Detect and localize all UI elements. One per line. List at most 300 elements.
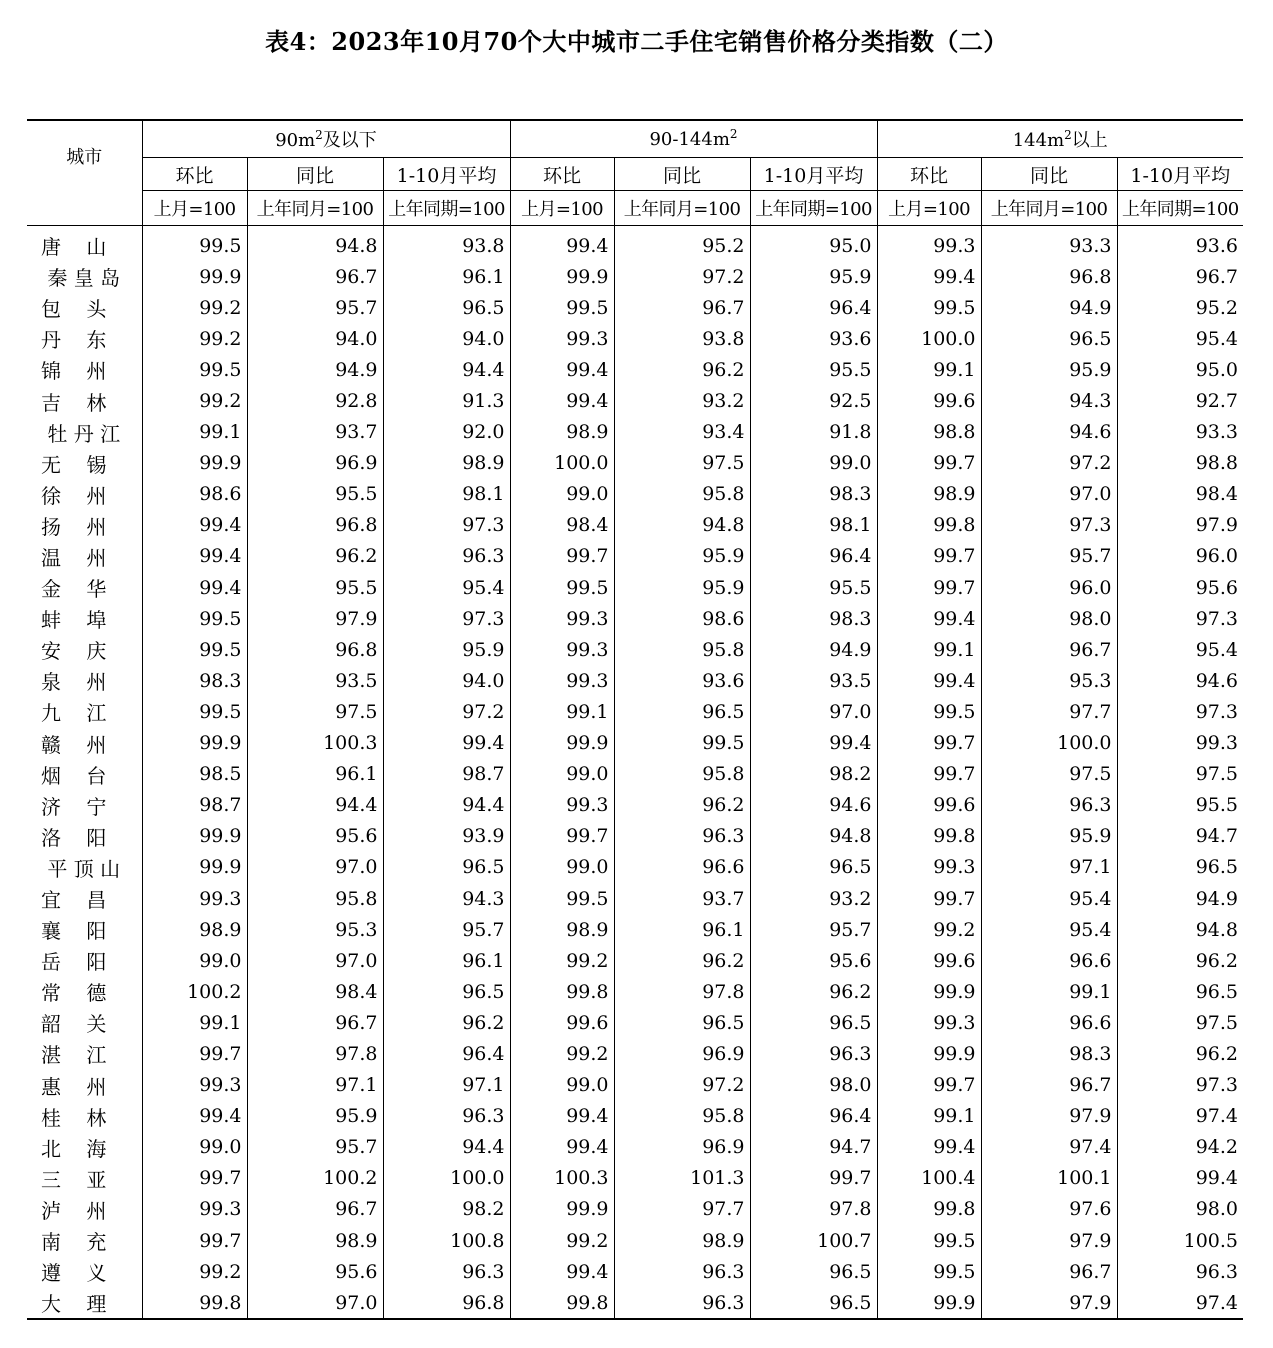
index-value: 99.4 bbox=[1117, 1163, 1243, 1194]
index-value: 94.7 bbox=[1117, 821, 1243, 852]
index-value: 96.1 bbox=[247, 759, 383, 790]
index-value: 98.8 bbox=[877, 417, 981, 448]
index-value: 99.6 bbox=[877, 945, 981, 976]
index-value: 96.9 bbox=[247, 448, 383, 479]
index-value: 96.7 bbox=[247, 261, 383, 292]
index-value: 96.0 bbox=[1117, 541, 1243, 572]
index-value: 95.5 bbox=[750, 354, 877, 385]
index-value: 93.6 bbox=[750, 323, 877, 354]
index-value: 99.1 bbox=[981, 976, 1117, 1007]
index-value: 96.4 bbox=[750, 1101, 877, 1132]
index-value: 98.4 bbox=[247, 976, 383, 1007]
index-value: 99.9 bbox=[142, 728, 247, 759]
index-value: 99.4 bbox=[510, 1256, 614, 1287]
subheader-avg: 1-10月平均 bbox=[750, 158, 877, 191]
index-value: 99.1 bbox=[510, 696, 614, 727]
index-value: 96.3 bbox=[614, 821, 750, 852]
index-value: 93.2 bbox=[614, 385, 750, 416]
index-value: 97.3 bbox=[1117, 696, 1243, 727]
index-value: 99.7 bbox=[750, 1163, 877, 1194]
index-value: 99.9 bbox=[142, 852, 247, 883]
index-value: 99.4 bbox=[510, 354, 614, 385]
index-value: 98.3 bbox=[750, 479, 877, 510]
index-value: 93.3 bbox=[1117, 417, 1243, 448]
index-value: 95.6 bbox=[750, 945, 877, 976]
table-row bbox=[27, 1070, 1243, 1101]
table-row bbox=[27, 821, 1243, 852]
table-row bbox=[27, 976, 1243, 1007]
index-value: 99.2 bbox=[877, 914, 981, 945]
table-row bbox=[27, 696, 1243, 727]
index-value: 98.4 bbox=[1117, 479, 1243, 510]
index-value: 95.8 bbox=[614, 759, 750, 790]
index-value: 99.7 bbox=[142, 1038, 247, 1069]
table-row bbox=[27, 385, 1243, 416]
index-value: 96.5 bbox=[750, 852, 877, 883]
index-value: 97.2 bbox=[383, 696, 510, 727]
index-value: 99.4 bbox=[510, 1101, 614, 1132]
index-value: 99.1 bbox=[877, 354, 981, 385]
base-prev-year-month: 上年同月=100 bbox=[247, 191, 383, 226]
index-value: 96.7 bbox=[247, 1194, 383, 1225]
group-header-small: $90m^2$及以下 bbox=[142, 120, 510, 158]
table-row bbox=[27, 1194, 1243, 1225]
index-value: 99.7 bbox=[877, 1070, 981, 1101]
table-row bbox=[27, 572, 1243, 603]
index-value: 97.9 bbox=[981, 1225, 1117, 1256]
table-row bbox=[27, 417, 1243, 448]
city-name: 三 亚 bbox=[41, 1167, 107, 1192]
index-value: 94.0 bbox=[383, 323, 510, 354]
index-value: 99.7 bbox=[877, 448, 981, 479]
index-value: 96.5 bbox=[981, 323, 1117, 354]
index-value: 100.0 bbox=[877, 323, 981, 354]
city-name: 牡 丹 江 bbox=[41, 421, 121, 446]
base-prev-month: 上月=100 bbox=[510, 191, 614, 226]
city-name: 赣 州 bbox=[41, 732, 107, 757]
index-value: 91.3 bbox=[383, 385, 510, 416]
index-value: 93.8 bbox=[383, 226, 510, 262]
index-value: 97.4 bbox=[1117, 1101, 1243, 1132]
index-value: 93.5 bbox=[750, 665, 877, 696]
index-value: 99.5 bbox=[142, 634, 247, 665]
city-name: 扬 州 bbox=[41, 514, 107, 539]
index-value: 97.1 bbox=[981, 852, 1117, 883]
index-value: 96.6 bbox=[614, 852, 750, 883]
index-value: 98.6 bbox=[142, 479, 247, 510]
index-value: 99.8 bbox=[877, 821, 981, 852]
index-value: 97.6 bbox=[981, 1194, 1117, 1225]
index-value: 100.8 bbox=[383, 1225, 510, 1256]
city-name: 泉 州 bbox=[41, 670, 107, 695]
index-value: 99.9 bbox=[877, 1287, 981, 1319]
index-value: 97.9 bbox=[247, 603, 383, 634]
index-value: 97.1 bbox=[247, 1070, 383, 1101]
base-prev-month: 上月=100 bbox=[142, 191, 247, 226]
index-value: 92.7 bbox=[1117, 385, 1243, 416]
index-value: 98.1 bbox=[383, 479, 510, 510]
table-row bbox=[27, 728, 1243, 759]
index-value: 99.5 bbox=[877, 1225, 981, 1256]
index-value: 98.6 bbox=[614, 603, 750, 634]
index-value: 101.3 bbox=[614, 1163, 750, 1194]
city-name: 安 庆 bbox=[41, 639, 107, 664]
index-value: 99.8 bbox=[142, 1287, 247, 1319]
index-value: 96.4 bbox=[383, 1038, 510, 1069]
index-value: 98.0 bbox=[750, 1070, 877, 1101]
table-row bbox=[27, 261, 1243, 292]
index-value: 98.7 bbox=[142, 790, 247, 821]
subheader-avg: 1-10月平均 bbox=[383, 158, 510, 191]
index-value: 99.3 bbox=[510, 603, 614, 634]
index-value: 99.3 bbox=[142, 883, 247, 914]
city-name: 桂 林 bbox=[41, 1105, 107, 1130]
table-row bbox=[27, 1163, 1243, 1194]
city-name: 烟 台 bbox=[41, 763, 107, 788]
index-value: 97.2 bbox=[614, 261, 750, 292]
index-value: 96.1 bbox=[614, 914, 750, 945]
index-value: 96.7 bbox=[247, 1007, 383, 1038]
index-value: 95.7 bbox=[750, 914, 877, 945]
index-value: 96.7 bbox=[981, 634, 1117, 665]
index-value: 99.4 bbox=[142, 572, 247, 603]
city-name: 锦 州 bbox=[41, 359, 107, 384]
index-value: 97.0 bbox=[247, 1287, 383, 1319]
table-title: 表4：2023年10月70个大中城市二手住宅销售价格分类指数（二） bbox=[265, 27, 1008, 56]
index-value: 92.5 bbox=[750, 385, 877, 416]
index-value: 95.7 bbox=[247, 1132, 383, 1163]
index-value: 100.7 bbox=[750, 1225, 877, 1256]
index-value: 98.9 bbox=[510, 417, 614, 448]
index-value: 99.5 bbox=[877, 696, 981, 727]
index-value: 99.0 bbox=[142, 1132, 247, 1163]
index-value: 99.4 bbox=[510, 226, 614, 262]
index-value: 98.9 bbox=[614, 1225, 750, 1256]
index-value: 94.4 bbox=[247, 790, 383, 821]
table-row bbox=[27, 354, 1243, 385]
index-value: 96.5 bbox=[383, 292, 510, 323]
index-value: 97.1 bbox=[383, 1070, 510, 1101]
index-value: 96.7 bbox=[614, 292, 750, 323]
index-value: 100.3 bbox=[247, 728, 383, 759]
index-value: 99.5 bbox=[614, 728, 750, 759]
city-name: 泸 州 bbox=[41, 1198, 107, 1223]
index-value: 95.4 bbox=[981, 883, 1117, 914]
city-name: 丹 东 bbox=[41, 328, 107, 353]
index-value: 96.7 bbox=[981, 1070, 1117, 1101]
subheader-avg: 1-10月平均 bbox=[1117, 158, 1243, 191]
index-value: 96.8 bbox=[247, 510, 383, 541]
index-value: 93.5 bbox=[247, 665, 383, 696]
index-value: 98.4 bbox=[510, 510, 614, 541]
index-value: 93.2 bbox=[750, 883, 877, 914]
index-value: 95.8 bbox=[614, 479, 750, 510]
index-value: 96.5 bbox=[750, 1256, 877, 1287]
index-value: 96.2 bbox=[383, 1007, 510, 1038]
index-value: 93.7 bbox=[614, 883, 750, 914]
index-value: 95.9 bbox=[614, 572, 750, 603]
index-value: 94.8 bbox=[1117, 914, 1243, 945]
index-value: 96.2 bbox=[750, 976, 877, 1007]
index-value: 96.2 bbox=[614, 790, 750, 821]
index-value: 99.2 bbox=[510, 945, 614, 976]
index-value: 97.0 bbox=[247, 945, 383, 976]
index-value: 95.5 bbox=[247, 479, 383, 510]
index-value: 94.4 bbox=[383, 1132, 510, 1163]
index-value: 99.3 bbox=[142, 1070, 247, 1101]
index-value: 93.9 bbox=[383, 821, 510, 852]
index-value: 97.5 bbox=[614, 448, 750, 479]
table-row bbox=[27, 914, 1243, 945]
index-value: 95.7 bbox=[981, 541, 1117, 572]
index-value: 96.3 bbox=[614, 1256, 750, 1287]
subheader-yoy: 同比 bbox=[247, 158, 383, 191]
table-row bbox=[27, 945, 1243, 976]
subheader-mom: 环比 bbox=[510, 158, 614, 191]
index-value: 93.7 bbox=[247, 417, 383, 448]
subheader-mom: 环比 bbox=[142, 158, 247, 191]
index-value: 99.1 bbox=[142, 417, 247, 448]
base-prev-year-month: 上年同月=100 bbox=[981, 191, 1117, 226]
index-value: 92.0 bbox=[383, 417, 510, 448]
index-value: 100.2 bbox=[247, 1163, 383, 1194]
index-value: 99.4 bbox=[877, 603, 981, 634]
index-value: 92.8 bbox=[247, 385, 383, 416]
table-row bbox=[27, 790, 1243, 821]
index-value: 94.4 bbox=[383, 354, 510, 385]
index-value: 100.3 bbox=[510, 1163, 614, 1194]
index-value: 99.5 bbox=[877, 292, 981, 323]
index-value: 97.4 bbox=[1117, 1287, 1243, 1319]
index-value: 97.3 bbox=[1117, 603, 1243, 634]
index-value: 96.6 bbox=[981, 1007, 1117, 1038]
city-name: 南 充 bbox=[41, 1230, 107, 1255]
index-value: 99.3 bbox=[510, 665, 614, 696]
table-row bbox=[27, 1225, 1243, 1256]
table-row bbox=[27, 759, 1243, 790]
base-prev-year-period: 上年同期=100 bbox=[383, 191, 510, 226]
index-value: 97.0 bbox=[247, 852, 383, 883]
index-value: 99.3 bbox=[510, 790, 614, 821]
city-name: 九 江 bbox=[41, 701, 107, 726]
index-value: 94.8 bbox=[750, 821, 877, 852]
index-value: 99.4 bbox=[510, 385, 614, 416]
index-value: 97.5 bbox=[247, 696, 383, 727]
index-value: 99.2 bbox=[510, 1038, 614, 1069]
table-row bbox=[27, 541, 1243, 572]
base-prev-year-period: 上年同期=100 bbox=[1117, 191, 1243, 226]
index-value: 99.9 bbox=[142, 448, 247, 479]
index-value: 96.5 bbox=[614, 696, 750, 727]
table-row bbox=[27, 634, 1243, 665]
table-header bbox=[27, 120, 1243, 226]
table-body bbox=[27, 226, 1243, 1320]
index-value: 99.4 bbox=[383, 728, 510, 759]
index-value: 96.5 bbox=[750, 1287, 877, 1319]
index-value: 95.9 bbox=[247, 1101, 383, 1132]
index-value: 96.0 bbox=[981, 572, 1117, 603]
index-value: 99.8 bbox=[877, 1194, 981, 1225]
index-value: 99.7 bbox=[510, 541, 614, 572]
index-value: 99.5 bbox=[142, 354, 247, 385]
index-value: 99.4 bbox=[877, 665, 981, 696]
index-value: 99.1 bbox=[877, 1101, 981, 1132]
index-value: 94.7 bbox=[750, 1132, 877, 1163]
table-row bbox=[27, 665, 1243, 696]
index-value: 99.5 bbox=[510, 572, 614, 603]
index-value: 99.0 bbox=[750, 448, 877, 479]
index-value: 99.2 bbox=[142, 385, 247, 416]
index-value: 96.3 bbox=[614, 1287, 750, 1319]
index-value: 96.6 bbox=[981, 945, 1117, 976]
index-value: 97.0 bbox=[981, 479, 1117, 510]
index-value: 99.3 bbox=[1117, 728, 1243, 759]
index-value: 95.2 bbox=[614, 226, 750, 262]
subheader-yoy: 同比 bbox=[614, 158, 750, 191]
index-value: 95.9 bbox=[614, 541, 750, 572]
base-prev-year-month: 上年同月=100 bbox=[614, 191, 750, 226]
index-value: 95.4 bbox=[1117, 634, 1243, 665]
city-name: 遵 义 bbox=[41, 1261, 107, 1286]
table-row bbox=[27, 1256, 1243, 1287]
index-value: 98.3 bbox=[750, 603, 877, 634]
index-value: 99.0 bbox=[510, 852, 614, 883]
index-value: 99.0 bbox=[142, 945, 247, 976]
index-value: 97.2 bbox=[981, 448, 1117, 479]
index-value: 99.8 bbox=[510, 1287, 614, 1319]
index-value: 93.6 bbox=[1117, 226, 1243, 262]
subheader-mom: 环比 bbox=[877, 158, 981, 191]
index-value: 99.7 bbox=[877, 572, 981, 603]
index-value: 97.3 bbox=[1117, 1070, 1243, 1101]
table-row bbox=[27, 1038, 1243, 1069]
index-value: 98.2 bbox=[383, 1194, 510, 1225]
city-name: 徐 州 bbox=[41, 483, 107, 508]
index-value: 98.9 bbox=[383, 448, 510, 479]
index-value: 95.6 bbox=[247, 821, 383, 852]
index-value: 99.7 bbox=[877, 728, 981, 759]
index-value: 94.8 bbox=[614, 510, 750, 541]
city-name: 襄 阳 bbox=[41, 919, 107, 944]
index-value: 95.6 bbox=[1117, 572, 1243, 603]
index-value: 99.3 bbox=[877, 1007, 981, 1038]
index-value: 95.9 bbox=[750, 261, 877, 292]
city-name: 金 华 bbox=[41, 577, 107, 602]
index-value: 95.4 bbox=[1117, 323, 1243, 354]
index-value: 96.7 bbox=[981, 1256, 1117, 1287]
base-prev-year-period: 上年同期=100 bbox=[750, 191, 877, 226]
index-value: 94.3 bbox=[981, 385, 1117, 416]
index-value: 97.7 bbox=[614, 1194, 750, 1225]
index-value: 99.6 bbox=[877, 790, 981, 821]
index-value: 99.6 bbox=[510, 1007, 614, 1038]
index-value: 96.2 bbox=[1117, 1038, 1243, 1069]
index-value: 93.4 bbox=[614, 417, 750, 448]
index-value: 99.3 bbox=[877, 226, 981, 262]
base-prev-month: 上月=100 bbox=[877, 191, 981, 226]
index-value: 99.6 bbox=[877, 385, 981, 416]
index-value: 96.5 bbox=[383, 976, 510, 1007]
index-value: 99.3 bbox=[877, 852, 981, 883]
index-value: 96.3 bbox=[1117, 1256, 1243, 1287]
index-value: 97.8 bbox=[750, 1194, 877, 1225]
city-name: 惠 州 bbox=[41, 1074, 107, 1099]
index-value: 95.5 bbox=[1117, 790, 1243, 821]
index-value: 97.2 bbox=[614, 1070, 750, 1101]
index-value: 99.0 bbox=[510, 759, 614, 790]
index-value: 99.0 bbox=[510, 479, 614, 510]
city-name: 秦 皇 岛 bbox=[41, 266, 121, 291]
index-value: 95.7 bbox=[383, 914, 510, 945]
index-value: 99.3 bbox=[510, 323, 614, 354]
table-row bbox=[27, 1007, 1243, 1038]
index-value: 95.0 bbox=[750, 226, 877, 262]
index-value: 95.4 bbox=[981, 914, 1117, 945]
index-value: 99.2 bbox=[142, 292, 247, 323]
city-name: 大 理 bbox=[27, 1287, 142, 1319]
index-value: 94.9 bbox=[750, 634, 877, 665]
index-value: 99.7 bbox=[510, 821, 614, 852]
index-value: 99.4 bbox=[142, 510, 247, 541]
index-value: 99.4 bbox=[750, 728, 877, 759]
index-value: 96.3 bbox=[981, 790, 1117, 821]
index-value: 99.0 bbox=[510, 1070, 614, 1101]
index-value: 99.1 bbox=[877, 634, 981, 665]
index-value: 99.9 bbox=[142, 821, 247, 852]
index-value: 94.8 bbox=[247, 226, 383, 262]
index-value: 96.2 bbox=[614, 945, 750, 976]
index-value: 96.5 bbox=[383, 852, 510, 883]
index-value: 100.5 bbox=[1117, 1225, 1243, 1256]
city-name: 韶 关 bbox=[41, 1012, 107, 1037]
index-value: 99.8 bbox=[877, 510, 981, 541]
index-value: 99.9 bbox=[142, 261, 247, 292]
index-value: 100.0 bbox=[510, 448, 614, 479]
index-value: 95.5 bbox=[247, 572, 383, 603]
index-value: 94.2 bbox=[1117, 1132, 1243, 1163]
index-value: 99.7 bbox=[142, 1163, 247, 1194]
index-value: 94.4 bbox=[383, 790, 510, 821]
index-value: 96.8 bbox=[981, 261, 1117, 292]
index-value: 99.8 bbox=[510, 976, 614, 1007]
index-value: 97.3 bbox=[383, 603, 510, 634]
index-value: 95.7 bbox=[247, 292, 383, 323]
index-value: 95.5 bbox=[750, 572, 877, 603]
city-name: 唐 山 bbox=[41, 235, 107, 260]
index-value: 100.0 bbox=[383, 1163, 510, 1194]
index-value: 97.5 bbox=[1117, 759, 1243, 790]
index-value: 93.6 bbox=[614, 665, 750, 696]
index-value: 95.6 bbox=[247, 1256, 383, 1287]
index-value: 96.4 bbox=[750, 292, 877, 323]
index-value: 96.4 bbox=[750, 541, 877, 572]
index-value: 94.9 bbox=[247, 354, 383, 385]
index-value: 94.0 bbox=[383, 665, 510, 696]
index-value: 98.8 bbox=[1117, 448, 1243, 479]
index-value: 96.3 bbox=[750, 1038, 877, 1069]
index-value: 98.9 bbox=[142, 914, 247, 945]
index-value: 96.7 bbox=[1117, 261, 1243, 292]
index-value: 96.2 bbox=[247, 541, 383, 572]
table-row bbox=[27, 883, 1243, 914]
city-name: 常 德 bbox=[41, 981, 107, 1006]
index-value: 96.5 bbox=[614, 1007, 750, 1038]
index-value: 99.9 bbox=[510, 728, 614, 759]
index-value: 95.8 bbox=[247, 883, 383, 914]
table-row bbox=[27, 1101, 1243, 1132]
index-value: 95.2 bbox=[1117, 292, 1243, 323]
index-value: 99.2 bbox=[142, 1256, 247, 1287]
